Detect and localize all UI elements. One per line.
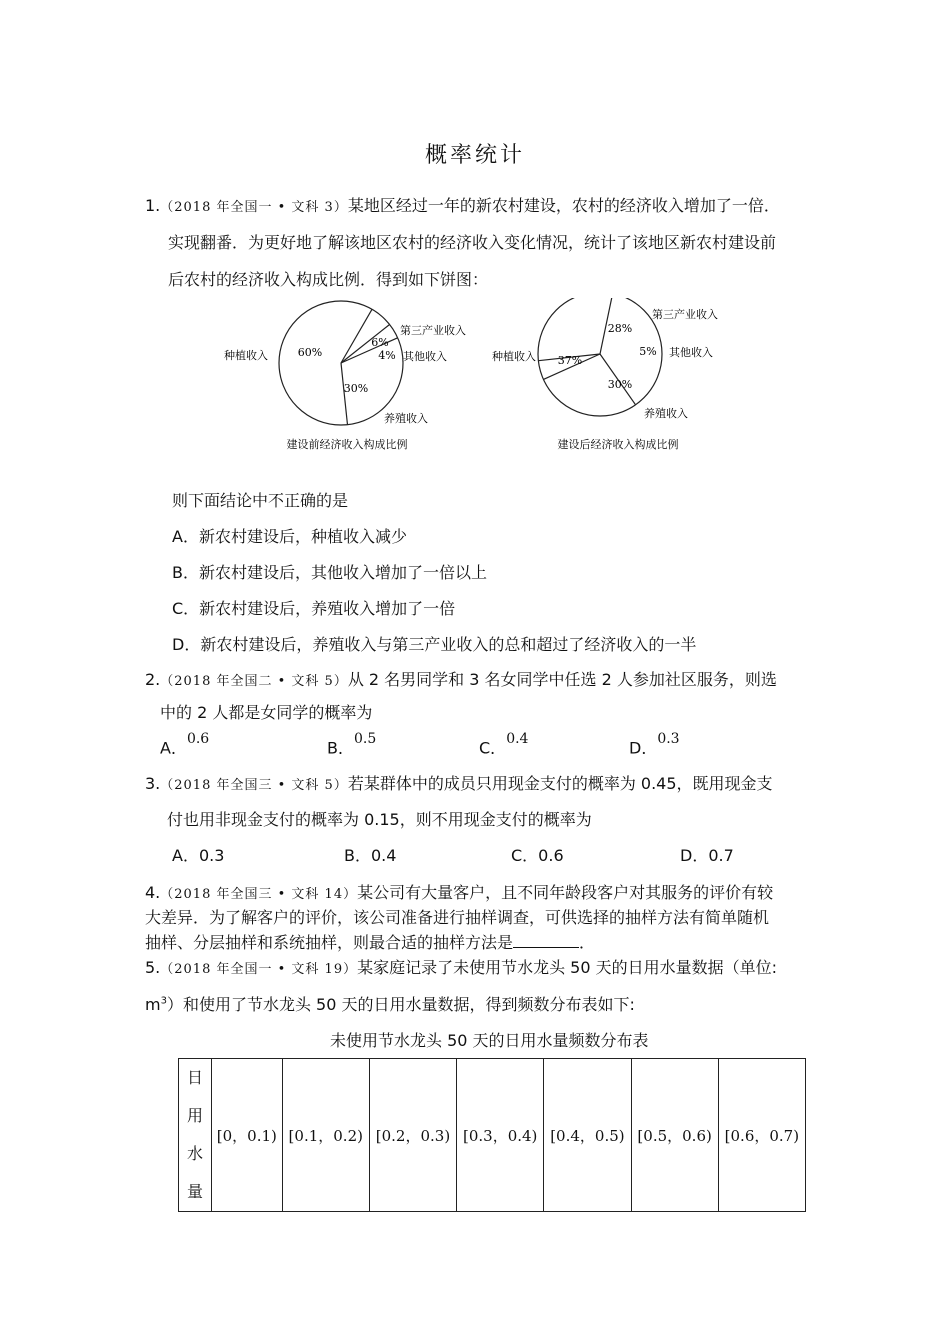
page-title: 概率统计 (425, 143, 526, 168)
question-number: 5. (145, 958, 161, 977)
table-head-cell: 日 用 水 量 (179, 1059, 212, 1212)
table-title: 未使用节水龙头 50 天的日用水量频数分布表 (330, 1031, 649, 1050)
pie-category-label: 其他收入 (403, 350, 447, 363)
option-a: A．$^{0.6}$ (160, 731, 210, 758)
question-1-stem: 则下面结论中不正确的是 (172, 491, 349, 510)
option-d: D．新农村建设后，养殖收入与第三产业收入的总和超过了经济收入的一半 (172, 635, 697, 654)
question-text: 某地区经过一年的新农村建设，农村的经济收入增加了一倍． (347, 196, 780, 215)
interval-cell: [0.1，0.2) (282, 1059, 369, 1212)
question-5-line-2: $m^3$）和使用了节水龙头 50 天的日用水量数据，得到频数分布表如下: (145, 995, 635, 1014)
option-a: A．新农村建设后，种植收入减少 (172, 527, 407, 546)
question-4-line-1 (145, 880, 773, 903)
option-c: C．$^{0.4}$ (479, 731, 529, 758)
option-b: B．0.4 (344, 846, 397, 865)
interval-cell: [0.4，0.5) (544, 1059, 631, 1212)
question-text: 若某群体中的成员只用现金支付的概率为 0.45，既用现金支 (347, 774, 773, 793)
pie-category-label: 第三产业收入 (400, 324, 466, 337)
pie-category-label: 养殖收入 (644, 407, 688, 420)
interval-cell: [0.2，0.3) (369, 1059, 456, 1212)
question-1-line-2: 实现翻番．为更好地了解该地区农村的经济收入变化情况，统计了该地区新农村建设前 (168, 233, 777, 252)
pie-category-label: 种植收入 (224, 349, 268, 362)
question-1-line-1 (145, 193, 780, 216)
option-a: A．0.3 (172, 846, 225, 865)
question-source: （2018 年全国一 • 文科 3） (160, 200, 348, 215)
pie-value-label: 6% (371, 336, 389, 349)
pie-category-label: 种植收入 (492, 350, 536, 363)
question-source: （2018 年全国三 • 文科 14） (160, 887, 358, 902)
question-text: 从 2 名男同学和 3 名女同学中任选 2 人参加社区服务，则选 (347, 670, 777, 689)
pie-value-label: 37% (557, 354, 583, 367)
interval-cell: [0.5，0.6) (631, 1059, 718, 1212)
question-2-line-2: 中的 2 人都是女同学的概率为 (160, 703, 373, 722)
interval-cell: [0.6，0.7) (718, 1059, 805, 1212)
pie-category-label: 第三产业收入 (652, 308, 718, 321)
pie-value-label: 4% (378, 349, 396, 362)
question-4-line-3: 抽样、分层抽样和系统抽样，则最合适的抽样方法是 ． (145, 933, 596, 952)
pie-category-label: 养殖收入 (384, 412, 428, 425)
question-source: （2018 年全国二 • 文科 5） (160, 674, 348, 689)
question-source: （2018 年全国三 • 文科 5） (160, 778, 348, 793)
pie-value-label: 60% (297, 346, 323, 359)
question-5-line-1 (145, 955, 777, 978)
question-3-line-2: 付也用非现金支付的概率为 0.15，则不用现金支付的概率为 (167, 810, 592, 829)
question-text: 某家庭记录了未使用节水龙头 50 天的日用水量数据（单位: (357, 958, 778, 977)
option-c: C．0.6 (511, 846, 564, 865)
option-d: D．0.7 (680, 846, 734, 865)
option-b: B．$^{0.5}$ (327, 731, 377, 758)
option-b: B．新农村建设后，其他收入增加了一倍以上 (172, 563, 487, 582)
question-2-line-1 (145, 667, 777, 690)
answer-blank[interactable] (513, 933, 579, 948)
pie-value-label: 28% (607, 322, 633, 335)
interval-cell: [0.3，0.4) (457, 1059, 544, 1212)
option-d: D．$^{0.3}$ (629, 731, 680, 758)
pie-value-label: 5% (639, 345, 657, 358)
pie-category-label: 其他收入 (669, 346, 713, 359)
interval-cell: [0，0.1) (212, 1059, 283, 1212)
pie-chart-title: 建设前经济收入构成比例 (286, 438, 408, 451)
question-1-line-3: 后农村的经济收入构成比例．得到如下饼图： (168, 270, 489, 289)
option-c: C．新农村建设后，养殖收入增加了一倍 (172, 599, 456, 618)
question-number: 4. (145, 883, 161, 902)
pie-charts-figure (0, 298, 950, 468)
question-source: （2018 年全国一 • 文科 19） (160, 962, 358, 977)
question-number: 3. (145, 774, 161, 793)
question-number: 1. (145, 196, 161, 215)
pie-value-label: 30% (607, 378, 633, 391)
pie-value-label: 30% (343, 382, 369, 395)
question-4-line-2: 大差异．为了解客户的评价，该公司准备进行抽样调查，可供选择的抽样方法有简单随机 (145, 908, 770, 927)
pie-chart-title: 建设后经济收入构成比例 (557, 438, 679, 451)
pie-chart-after (492, 298, 718, 451)
water-usage-table (178, 1058, 806, 1212)
pie-chart-before (224, 301, 466, 451)
question-number: 2. (145, 670, 161, 689)
question-text: 某公司有大量客户，且不同年龄段客户对其服务的评价有较 (357, 883, 774, 902)
question-3-line-1 (145, 771, 773, 794)
